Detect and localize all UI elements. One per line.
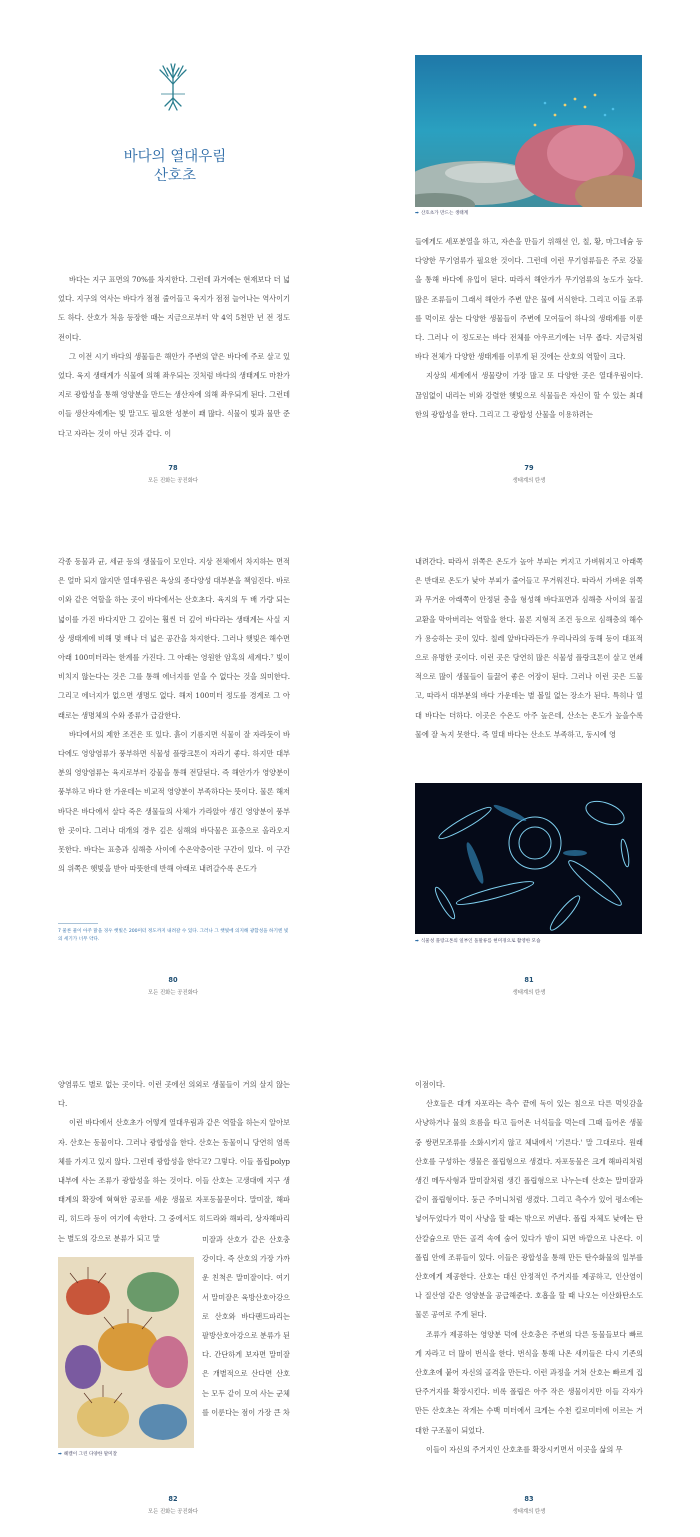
body-text: [415, 1075, 643, 1459]
running-title: 생태계의 탄생: [512, 1509, 546, 1515]
running-title: 모든 진화는 공진화다: [147, 1509, 199, 1515]
footnote: 7 물론 물이 아주 맑을 경우 햇빛은 200미터 정도까지 내려갈 수 있다. 그러나 그 햇빛에 의지해 광합성을 하기엔 빛의 세기가 너무 약다.: [58, 929, 289, 942]
paragraph: 들에게도 세포분열을 하고, 자손을 만들기 위해선 인, 칠, 황, 마그네슘 등 다양한 무기염류가 필요한 것이다. 그런데 이런 무기염류들은 주로 강물을 통해 바다에 유입이 된다. 따라서 해안가가 무기염류의 농도가 높다. 많은 조류들이 그래서 해안가 주변 얕은 물에 서식한다. 그리고 이들 조류를 먹이로 삼는 다양한 생물들이 주변에 모여들어 하나의 생태계를 이룬다. 그러나 이 정도로는 바다 전체를 아우르기에는 너무 좁다. 지금처럼 바다 전체가 다양한 생태계를 이루게 된 것에는 산호의 역할이 크다.: [415, 237, 643, 362]
page-79: [350, 0, 700, 510]
page-82: [0, 1020, 350, 1537]
running-title: 생태계의 탄생: [512, 990, 546, 996]
body-text: [58, 1075, 290, 1248]
body-text: [58, 270, 290, 443]
running-title: 모든 진화는 공진화다: [147, 990, 199, 996]
paragraph: 지상의 세계에서 생물량이 가장 많고 또 다양한 곳은 열대우림이다. 끊임없이 내리는 비와 강렬한 햇빛으로 식물들은 자신이 할 수 있는 최대한의 광합성을 한다. 그리고 그 광합성 산물을 이용하려는: [415, 371, 643, 419]
anemone-illustration: [58, 1257, 194, 1448]
footnote-rule: [58, 923, 98, 924]
photo-caption: ➡ 산호초가 만드는 생태계: [415, 211, 469, 216]
body-text: [58, 552, 290, 878]
chapter-title-line2: 산호초: [153, 168, 197, 184]
paragraph: 조류가 제공하는 영양분 덕에 산호충은 주변의 다른 동물들보다 빠르게 자라고 더 많이 번식을 한다. 번식을 통해 나온 새끼들은 다시 기존의 산호초에 붙어 자신의 골격을 만든다. 이런 과정을 거쳐 산호는 빠르게 집단주거지를 확장시킨다. 비록 폴립은 아주 작은 생물이지만 이들 각자가 만든 산호초는 작게는 수백 미터에서 크게는 수천 킬로미터에 이르는 거대한 구조물이 되었다.: [415, 1329, 643, 1435]
paragraph: 바다는 지구 표면의 70%를 차지한다. 그런데 과거에는 현재보다 더 넓었다. 지구의 역사는 바다가 점점 줄어들고 육지가 점점 늘어나는 역사이기도 하다. 산호가 처음 등장한 때는 지금으로부터 약 4억 5천만 년 전 정도 전이다.: [58, 275, 290, 342]
body-text: [415, 232, 643, 424]
page-number: 79: [524, 464, 534, 472]
arrow-icon: ➡: [415, 211, 419, 216]
illustration-caption: ➡ 헤켈이 그린 다양한 말미잘: [58, 1452, 118, 1457]
page-80: [0, 510, 350, 1020]
paragraph: 각종 동물과 균, 세균 등의 생물들이 모인다. 지상 전체에서 차지하는 면적은 얼마 되지 않지만 열대우림은 육상의 종다양성 대부분을 책임진다. 바로 이와 같은 역할을 하는 곳이 바다에서는 산호초다. 육지의 두 배 가량 되는 넓이를 가진 바다지만 그 깊이는 훨씬 더 깊어 바다라는 생태계는 사실 지상 생태계에 비해 몇 배나 더 넓은 공간을 차지한다. 그러나 햇빛은 해수면 아래 100미터라는 한계를 가진다. 그 아래는 영원한 암흑의 세계다.⁷ 빛이 비치지 않는다는 것은 그를 통해 에너지를 얻을 수 없다는 것을 의미한다. 그리고 에너지가 없으면 생명도 없다. 해저 100미터 정도를 경계로 그 아래로는 생명체의 수와 종류가 급감한다.: [58, 557, 290, 720]
running-title: 생태계의 탄생: [512, 478, 546, 484]
page-number: 83: [524, 1495, 534, 1503]
diatom-photo: [415, 783, 642, 934]
paragraph: 이점이다.: [415, 1080, 446, 1089]
chapter-title: [90, 148, 260, 186]
tree-icon: [155, 62, 191, 112]
paragraph: 양염류도 별로 없는 곳이다. 이런 곳에선 의외로 생물들이 거의 살지 않는다.: [58, 1080, 290, 1109]
paragraph: 미잘과 산호가 같은 산호충강이다. 즉 산호의 가장 가까운 친척은 말미잘이다. 여기서 말미잘은 육방산호아강으로 산호와 바다팬드파리는 팔방산호아강으로 분류가 된다. 간단하게 보자면 말미잘은 개별적으로 산다면 산호는 모두 같이 모여 사는 군체를 이룬다는 점이 가장 큰 차: [202, 1235, 290, 1417]
page-number: 81: [524, 976, 534, 984]
page-81: [350, 510, 700, 1020]
paragraph: 이런 바다에서 산호초가 어떻게 열대우림과 같은 역할을 하는지 알아보자. 산호는 동물이다. 그러나 광합성을 한다. 산호는 동물이니 당연히 염록체를 가지고 있지 않다. 그런데 광합성을 한다고? 그렇다. 이들 폴립polyp 내부에 사는 조류가 광합성을 하는 것이다. 이들 산호는 고생대에 지구 생태계의 확장에 혁혁한 공로를 세운 생물로 자포동물문이다. 말미잘, 해파리, 히드라 등이 여기에 속한다. 그 중에서도 히드라와 해파리, 상자해파리는 별도의 강으로 분류가 되고 말: [58, 1118, 290, 1243]
page-83: [350, 1020, 700, 1537]
page-number: 82: [168, 1495, 178, 1503]
body-text: [415, 552, 643, 744]
running-title: 모든 진화는 공진화다: [147, 478, 199, 484]
paragraph: 그 이전 시기 바다의 생물들은 해안가 주변의 얕은 바다에 주로 살고 있었다. 육지 생태계가 식물에 의해 좌우되는 것처럼 바다의 생태계도 마찬가지로 광합성을 통해 영양분을 만드는 생산자에 의해 좌우되게 된다. 그런데 이들 생산자에게는 빛 말고도 필요한 성분이 꽤 많다. 식물이 빛과 물만 준다고 자라는 것이 아닌 것과 같다. 이: [58, 351, 290, 438]
paragraph: 이들이 자신의 주거지인 산호초를 확장시키면서 이곳을 삶의 무: [426, 1444, 623, 1454]
body-text-wrap: [202, 1230, 290, 1422]
arrow-icon: ➡: [415, 939, 419, 944]
page-number: 78: [168, 464, 178, 472]
paragraph: 산호들은 대개 자포라는 측수 끝에 독이 있는 침으로 다른 먹잇감을 사냥하거나 물의 흐름을 타고 들어온 너석들을 먹는데 그때 들어온 생물 중 쌍편모조류를 소화시키지 않고 체내에서 '기른다.' 말 그대로다. 원래 산호를 구성하는 생물은 폴립형으로 생겼다. 자포동물은 크게 해파리처럼 생긴 메두사형과 말미잘처럼 생긴 폴립형으로 나누는데 산호는 말미잘과 같이 폴립형이다. 둥근 주머니처럼 생겼다. 그리고 측수가 있어 평소에는 넣어두었다가 먹이 사냥을 할 때는 밖으로 꺼낸다. 폴립 자체도 낮에는 탄산칼슘으로 만든 골격 속에 숨어 있다가 밤이 되면 바깥으로 나온다. 이 폴립 안에 조류들이 있다. 이들은 광합성을 통해 만든 탄수화물의 일부를 산호에게 제공한다. 산호는 대신 안정적인 주거지를 제공하고, 인산염이나 질산염 같은 영양분을 공급해준다. 호흡을 할 때 나오는 이산화탄소도 물론 공여로 주게 된다.: [415, 1099, 643, 1320]
paragraph: 바다에서의 제한 조건은 또 있다. 흙이 기름지면 식물이 잘 자라듯이 바다에도 영양염류가 풍부하면 식물성 플랑크톤이 자라기 좋다. 하지만 대부분의 영양염류는 육지로부터 강물을 통해 전달된다. 즉 해안가가 영양분이 풍부하고 바다 한 가운데는 비교적 영양분이 부족하다는 뜻이다. 물론 해저 바닥은 바다에서 살다 죽은 생물들의 사체가 가라앉아 생긴 영양분이 풍부한 곳이다. 그러나 대개의 경우 깊은 심해의 바닥물은 표층으로 올라오지 못한다. 바다는 표층과 심해층 사이에 수온약층이란 구간이 있다. 이 구간의 위쪽은 햇빛을 받아 따뜻한데 반해 아래로 내려갈수록 온도가: [58, 729, 290, 874]
page-78: [0, 0, 350, 510]
page-number: 80: [168, 976, 178, 984]
photo-caption: ➡ 식물성 플랑크톤의 일부인 돌말류를 현미경으로 촬영한 모습: [415, 939, 541, 944]
arrow-icon: ➡: [58, 1452, 62, 1457]
chapter-title-line1: 바다의 열대우림: [123, 149, 227, 165]
coral-reef-photo: [415, 55, 642, 207]
paragraph: 내려간다. 따라서 위쪽은 온도가 높아 부피는 커지고 가벼워지고 아래쪽은 반대로 온도가 낮아 부피가 줄어들고 무거워진다. 따라서 가벼운 위쪽과 무거운 아래쪽이 안정된 층을 형성해 바다표면과 심해층 사이의 물질교환을 막아버리는 역할을 한다. 물론 지형적 조건 등으로 심해층의 해수가 용승하는 곳이 있다. 칠레 앞바다라든가 우리나라의 동해 등이 대표적으로 유명한 곳이다. 이런 곳은 당연히 많은 식물성 플랑크톤이 살고 연쇄적으로 많이 생물들이 들끓어 좋은 어장이 된다. 그러나 이런 곳은 드물고, 따라서 대부분의 바다 가운데는 별 볼일 없는 장소가 된다. 특히나 열대 바다는 더하다. 이곳은 수온도 아주 높은데, 산소는 온도가 높을수록 물에 잘 녹지 못한다. 즉 열대 바다는 산소도 부족하고, 동시에 영: [415, 557, 643, 739]
